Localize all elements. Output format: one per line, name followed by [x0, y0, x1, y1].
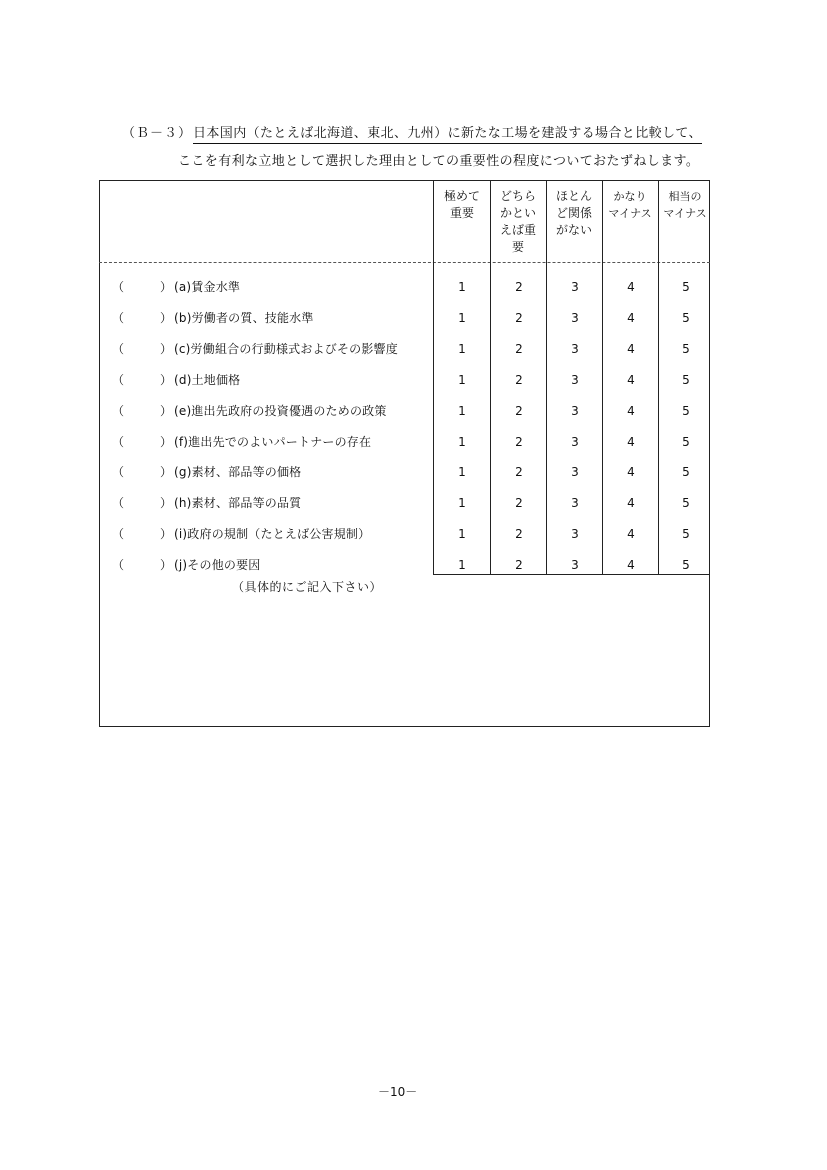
rating-option[interactable]: 5: [682, 465, 690, 479]
rank-input[interactable]: （ ）: [112, 280, 173, 294]
rating-option[interactable]: 4: [627, 342, 635, 356]
rating-option[interactable]: 4: [627, 311, 635, 325]
rating-option[interactable]: 2: [515, 527, 523, 541]
header-separator: [99, 262, 710, 263]
rating-option[interactable]: 1: [458, 465, 466, 479]
column-header: 相当の マイナス: [663, 190, 707, 220]
rank-input[interactable]: （ ）: [112, 465, 173, 479]
rating-option[interactable]: 1: [458, 342, 466, 356]
question-label: （Ｂ－３）: [122, 126, 193, 141]
rating-option[interactable]: 4: [627, 465, 635, 479]
rating-option[interactable]: 2: [515, 373, 523, 387]
rating-grid-bottom-line: [433, 574, 710, 575]
factor-label: (b)労働者の質、技能水準: [174, 311, 314, 325]
rating-option[interactable]: 5: [682, 280, 690, 294]
rating-option[interactable]: 1: [458, 435, 466, 449]
other-factors-note: （具体的にご記入下さい）: [232, 580, 383, 594]
factor-label: (j)その他の要因: [174, 558, 261, 572]
rating-option[interactable]: 1: [458, 280, 466, 294]
column-divider: [433, 180, 434, 575]
page-number: －10－: [378, 1085, 418, 1099]
column-divider: [490, 180, 491, 575]
rating-option[interactable]: 4: [627, 280, 635, 294]
rating-option[interactable]: 3: [571, 465, 579, 479]
rank-input[interactable]: （ ）: [112, 311, 173, 325]
rank-input[interactable]: （ ）: [112, 342, 173, 356]
rating-option[interactable]: 4: [627, 558, 635, 572]
rank-input[interactable]: （ ）: [112, 435, 173, 449]
rating-option[interactable]: 2: [515, 404, 523, 418]
rating-option[interactable]: 1: [458, 404, 466, 418]
rank-input[interactable]: （ ）: [112, 558, 173, 572]
rating-option[interactable]: 2: [515, 465, 523, 479]
column-header: ほとん ど関係 がない: [555, 189, 592, 237]
rating-option[interactable]: 1: [458, 373, 466, 387]
rating-option[interactable]: 5: [682, 342, 690, 356]
rank-input[interactable]: （ ）: [112, 527, 173, 541]
rating-option[interactable]: 3: [571, 342, 579, 356]
rating-option[interactable]: 2: [515, 496, 523, 510]
column-divider: [658, 180, 659, 575]
rating-option[interactable]: 4: [627, 373, 635, 387]
rating-option[interactable]: 2: [515, 342, 523, 356]
factor-label: (e)進出先政府の投資優遇のための政策: [174, 404, 387, 418]
rating-option[interactable]: 2: [515, 558, 523, 572]
rating-option[interactable]: 3: [571, 435, 579, 449]
column-divider: [602, 180, 603, 575]
rating-option[interactable]: 4: [627, 404, 635, 418]
rating-option[interactable]: 5: [682, 311, 690, 325]
factor-label: (f)進出先でのよいパートナーの存在: [174, 435, 372, 449]
rank-input[interactable]: （ ）: [112, 404, 173, 418]
rating-option[interactable]: 3: [571, 496, 579, 510]
rating-option[interactable]: 2: [515, 435, 523, 449]
rating-option[interactable]: 3: [571, 558, 579, 572]
column-header: 極めて 重要: [443, 189, 480, 220]
rating-option[interactable]: 5: [682, 527, 690, 541]
factor-label: (d)土地価格: [174, 373, 241, 387]
rating-option[interactable]: 2: [515, 280, 523, 294]
rating-option[interactable]: 1: [458, 311, 466, 325]
factor-label: (c)労働組合の行動様式およびその影響度: [174, 342, 398, 356]
question-text-line1: 日本国内（たとえば北海道、東北、九州）に新たな工場を建設する場合と比較して、: [193, 122, 702, 144]
rating-option[interactable]: 3: [571, 280, 579, 294]
rating-option[interactable]: 3: [571, 373, 579, 387]
factor-label: (i)政府の規制（たとえば公害規制）: [174, 527, 371, 541]
rating-option[interactable]: 5: [682, 496, 690, 510]
rating-option[interactable]: 5: [682, 404, 690, 418]
rating-option[interactable]: 4: [627, 527, 635, 541]
rating-option[interactable]: 3: [571, 311, 579, 325]
rating-option[interactable]: 1: [458, 527, 466, 541]
rating-option[interactable]: 5: [682, 373, 690, 387]
rating-option[interactable]: 1: [458, 558, 466, 572]
factor-label: (h)素材、部品等の品質: [174, 496, 302, 510]
rank-input[interactable]: （ ）: [112, 496, 173, 510]
question-text-line2: ここを有利な立地として選択した理由としての重要性の程度についておたずねします。: [178, 154, 700, 169]
column-header: どちら かとい えば重 要: [499, 189, 536, 254]
rating-option[interactable]: 5: [682, 558, 690, 572]
rating-option[interactable]: 4: [627, 496, 635, 510]
rating-option[interactable]: 3: [571, 527, 579, 541]
factor-label: (a)賃金水準: [174, 280, 241, 294]
rating-option[interactable]: 1: [458, 496, 466, 510]
rating-option[interactable]: 4: [627, 435, 635, 449]
rank-input[interactable]: （ ）: [112, 373, 173, 387]
rating-option[interactable]: 3: [571, 404, 579, 418]
rating-option[interactable]: 5: [682, 435, 690, 449]
factor-label: (g)素材、部品等の価格: [174, 465, 302, 479]
rating-option[interactable]: 2: [515, 311, 523, 325]
column-header: かなり マイナス: [608, 190, 652, 220]
column-divider: [546, 180, 547, 575]
